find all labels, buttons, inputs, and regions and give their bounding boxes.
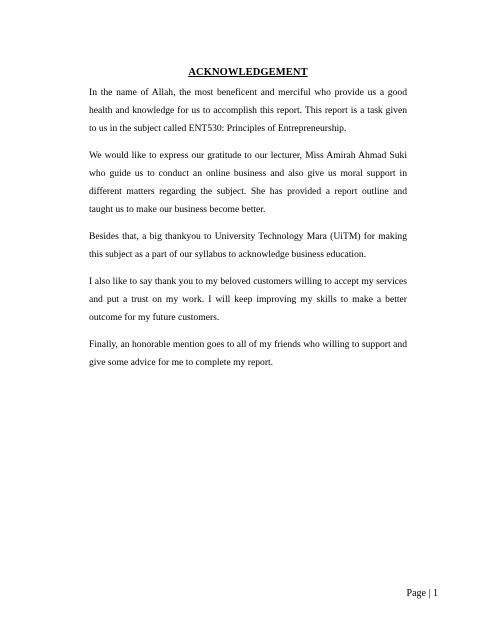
paragraph-university: Besides that, a big thankyou to University Technology Mara (UiTM) for making this subject as a part of our syllabus to acknowledge business education. [89, 231, 407, 260]
page-title: ACKNOWLEDGEMENT [188, 67, 308, 78]
paragraph-friends: Finally, an honorable mention goes to all of my friends who willing to support and give some advice for me to complete my report. [89, 339, 407, 368]
paragraph-customers: I also like to say thank you to my beloved customers willing to accept my services and put a trust on my work. I will keep improving my skills to make a better outcome for my future customers. [89, 276, 407, 323]
paragraph-lecturer: We would like to express our gratitude to our lecturer, Miss Amirah Ahmad Suki who guide us to conduct an online business and also give us moral support in different matters regarding the subject. She has provided a report outline and taught us to make our business become better. [89, 150, 407, 215]
paragraph-intro: In the name of Allah, the most beneficent and merciful who provide us a good health and knowledge for us to accomplish this report. This report is a task given to us in the subject called ENT530: Principles of Entrepreneurship. [89, 87, 407, 134]
document-body [89, 66, 407, 381]
page-number: Page | 1 [406, 588, 438, 599]
